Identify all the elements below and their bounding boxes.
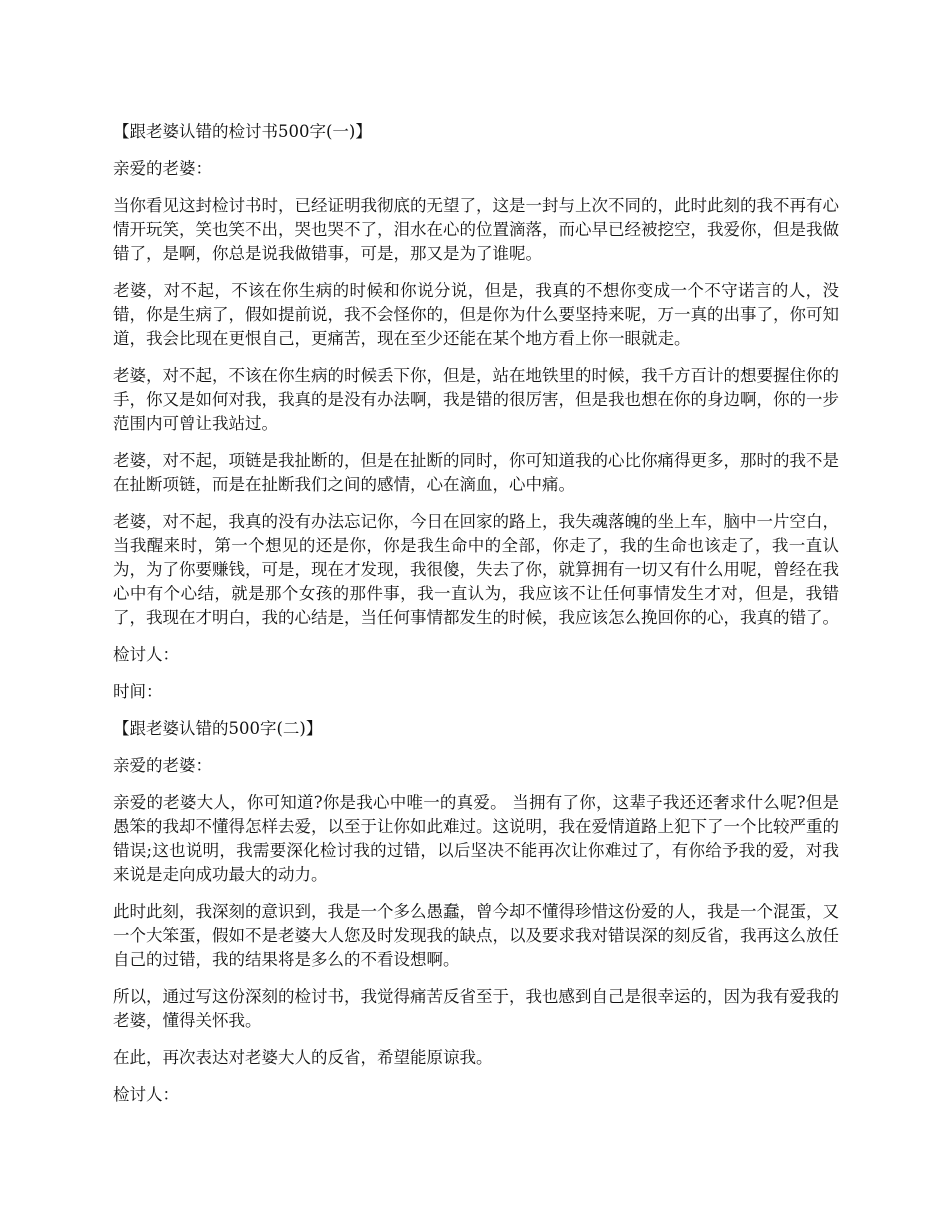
- signature-label-2: 检讨人：: [113, 1085, 179, 1104]
- salutation-1: 亲爱的老婆：: [113, 159, 212, 178]
- body-paragraph: 所以，通过写这份深刻的检讨书，我觉得痛苦反省至于，我也感到自己是很幸运的，因为我有爱我的老婆，懂得关怀我。: [113, 987, 839, 1030]
- body-paragraph: 老婆，对不起，不该在你生病的时候丢下你，但是，站在地铁里的时候，我千方百计的想要握住你的手，你又是如何对我，我真的是没有办法啊，我是错的很厉害，但是我也想在你的身边啊，你的一步范围内可曾让我站过。: [113, 366, 839, 433]
- section-title-2: 【跟老婆认错的500字(二)】: [113, 719, 323, 738]
- body-paragraph: 此时此刻，我深刻的意识到，我是一个多么愚蠢，曾今却不懂得珍惜这份爱的人，我是一个混蛋，又一个大笨蛋，假如不是老婆大人您及时发现我的缺点，以及要求我对错误深的刻反省，我再这么放任自己的过错，我的结果将是多么的不看设想啊。: [113, 902, 839, 969]
- body-paragraph: 在此，再次表达对老婆大人的反省，希望能原谅我。: [113, 1048, 493, 1067]
- salutation-2: 亲爱的老婆：: [113, 756, 212, 775]
- section-title-1: 【跟老婆认错的检讨书500字(一)】: [113, 122, 372, 141]
- date-label-1: 时间：: [113, 682, 163, 701]
- body-paragraph: 当你看见这封检讨书时，已经证明我彻底的无望了，这是一封与上次不同的，此时此刻的我不再有心情开玩笑，笑也笑不出，哭也哭不了，泪水在心的位置滴落，而心早已经被挖空，我爱你，但是我做错了，是啊，你总是说我做错事，可是，那又是为了谁呢。: [113, 196, 839, 263]
- document-page: [113, 120, 839, 1120]
- signature-label-1: 检讨人：: [113, 645, 179, 664]
- body-paragraph: 老婆，对不起，我真的没有办法忘记你，今日在回家的路上，我失魂落魄的坐上车，脑中一片空白，当我醒来时，第一个想见的还是你，你是我生命中的全部，你走了，我的生命也该走了，我一直认为，为了你要赚钱，可是，现在才发现，我很傻，失去了你，就算拥有一切又有什么用呢，曾经在我心中有个心结，就是那个女孩的那件事，我一直认为，我应该不让任何事情发生才对，但是，我错了，我现在才明白，我的心结是，当任何事情都发生的时候，我应该怎么挽回你的心，我真的错了。: [113, 512, 839, 627]
- body-paragraph: 老婆，对不起，不该在你生病的时候和你说分说，但是，我真的不想你变成一个不守诺言的人，没错，你是生病了，假如提前说，我不会怪你的，但是你为什么要坚持来呢，万一真的出事了，你可知道，我会比现在更恨自己，更痛苦，现在至少还能在某个地方看上你一眼就走。: [113, 281, 839, 348]
- body-paragraph: 老婆，对不起，项链是我扯断的，但是在扯断的同时，你可知道我的心比你痛得更多，那时的我不是在扯断项链，而是在扯断我们之间的感情，心在滴血，心中痛。: [113, 451, 839, 494]
- body-paragraph: 亲爱的老婆大人，你可知道?你是我心中唯一的真爱。 当拥有了你，这辈子我还还奢求什么呢?但是愚笨的我却不懂得怎样去爱，以至于让你如此难过。这说明，我在爱情道路上犯下了一个比较严重的错误;这也说明，我需要深化检讨我的过错，以后坚决不能再次让你难过了，有你给予我的爱，对我来说是走向成功最大的动力。: [113, 793, 839, 884]
